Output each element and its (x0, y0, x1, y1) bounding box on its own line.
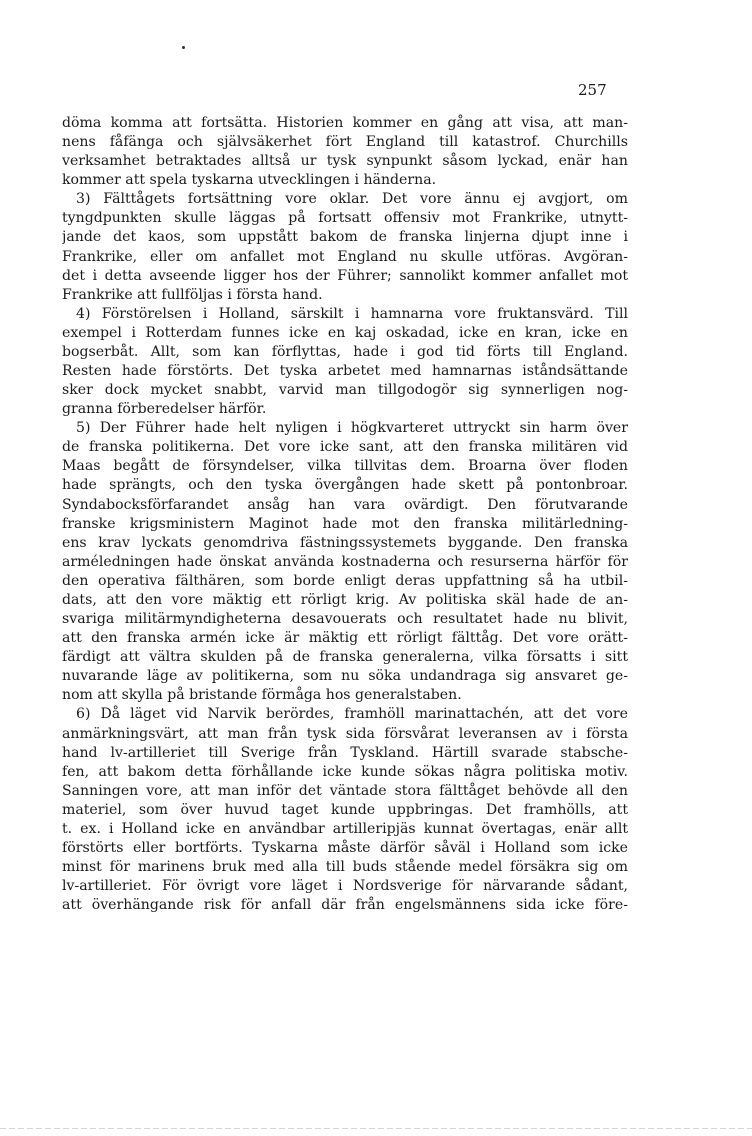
text-line: jande det kaos, som uppstått bakom de franska linjerna djupt inne i (62, 229, 628, 246)
text-line: tyngdpunkten skulle läggas på fortsatt offensiv mot Frankrike, utnytt- (62, 210, 628, 227)
body-text (62, 114, 628, 915)
text-line: fen, att bakom detta förhållande icke kunde sökas några politiska motiv. (62, 763, 628, 780)
text-line: förstörts eller bortförts. Tyskarna måste därför såväl i Holland som icke (62, 839, 628, 856)
text-line: bogserbåt. Allt, som kan förflyttas, hade i god tid förts till England. (62, 343, 628, 360)
text-line: döma komma att fortsätta. Historien kommer en gång att visa, att man- (62, 115, 628, 131)
scan-edge-rule (0, 1128, 752, 1129)
text-line: färdigt att vältra skulden på de franska generalerna, vilka försatts i sitt (62, 649, 628, 666)
text-line: nom att skylla på bristande förmåga hos generalstaben. (62, 687, 462, 704)
scan-speck (182, 46, 185, 49)
text-line: lv-artilleriet. För övrigt vore läget i Nordsverige för närvarande sådant, (62, 878, 628, 895)
text-line: det i detta avseende ligger hos der Führer; sannolikt kommer anfallet mot (62, 267, 628, 284)
text-line: att överhängande risk för anfall där från engelsmännens sida icke före- (62, 897, 628, 914)
text-line: att den franska armén icke är mäktig ett rörligt fälttåg. Det vore orätt- (62, 630, 628, 647)
text-line: t. ex. i Holland icke en användbar artilleripjäs kunnat övertagas, enär allt (62, 820, 628, 837)
text-line: franske krigsministern Maginot hade mot den franska militärledning- (62, 515, 628, 532)
text-line: ens krav lyckats genomdriva fästningssystemets byggande. Den franska (62, 534, 628, 551)
text-line: nens fåfänga och självsäkerhet fört England till katastrof. Churchills (62, 134, 628, 151)
text-line: kommer att spela tyskarna utvecklingen i händerna. (62, 172, 437, 189)
text-line: granna förberedelser härför. (62, 401, 267, 418)
text-line: 4) Förstörelsen i Holland, särskilt i hamnarna vore fruktansvärd. Till (76, 305, 628, 322)
text-line: dats, att den vore mäktig ett rörligt krig. Av politiska skäl hade de an- (62, 591, 628, 608)
text-line: hade sprängts, och den tyska övergången hade skett på pontonbroar. (62, 477, 628, 494)
text-line: 3) Fälttågets fortsättning vore oklar. Det vore ännu ej avgjort, om (76, 191, 628, 208)
text-line: Frankrike, eller om anfallet mot England nu skulle utföras. Avgöran- (62, 248, 628, 265)
text-line: Sanningen vore, att man inför det väntade stora fälttåget behövde all den (62, 782, 628, 799)
text-line: materiel, som över huvud taget kunde uppbringas. Det framhölls, att (62, 801, 628, 818)
text-line: de franska politikerna. Det vore icke sant, att den franska militären vid (62, 439, 628, 456)
text-line: Frankrike att fullföljas i första hand. (62, 286, 323, 303)
page-number: 257 (578, 81, 607, 99)
text-line: Syndabocksförfarandet ansåg han vara ovärdigt. Den förutvarande (62, 496, 628, 513)
text-line: verksamhet betraktades alltså ur tysk synpunkt såsom lyckad, enär han (62, 153, 628, 170)
text-line: sker dock mycket snabbt, varvid man tillgodogör sig synnerligen nog- (62, 382, 628, 399)
text-line: exempel i Rotterdam funnes icke en kaj oskadad, icke en kran, icke en (62, 324, 628, 341)
text-line: 5) Der Führer hade helt nyligen i högkvarteret uttryckt sin harm över (76, 420, 628, 437)
text-line: svariga militärmyndigheterna desavouerats och resultatet hade nu blivit, (62, 611, 628, 628)
text-line: Resten hade förstörts. Det tyska arbetet med hamnarnas iståndsättande (62, 363, 628, 380)
text-line: anmärkningsvärt, att man från tysk sida försvårat leveransen av i första (62, 725, 628, 742)
text-line: arméledningen hade önskat använda kostnaderna och resurserna härför för (62, 553, 628, 570)
text-line: minst för marinens bruk med alla till buds stående medel försäkra sig om (62, 859, 628, 876)
text-line: den operativa fälthären, som borde enligt deras uppfattning så ha utbil- (62, 572, 628, 589)
text-line: nuvarande läge av politikerna, som nu söka undandraga sig ansvaret ge- (62, 668, 628, 685)
text-line: 6) Då läget vid Narvik berördes, framhöll marinattachén, att det vore (76, 706, 628, 723)
text-line: hand lv-artilleriet till Sverige från Tyskland. Härtill svarade stabsche- (62, 744, 628, 761)
text-line: Maas begått de försyndelser, vilka tillvitas dem. Broarna över floden (62, 458, 628, 475)
